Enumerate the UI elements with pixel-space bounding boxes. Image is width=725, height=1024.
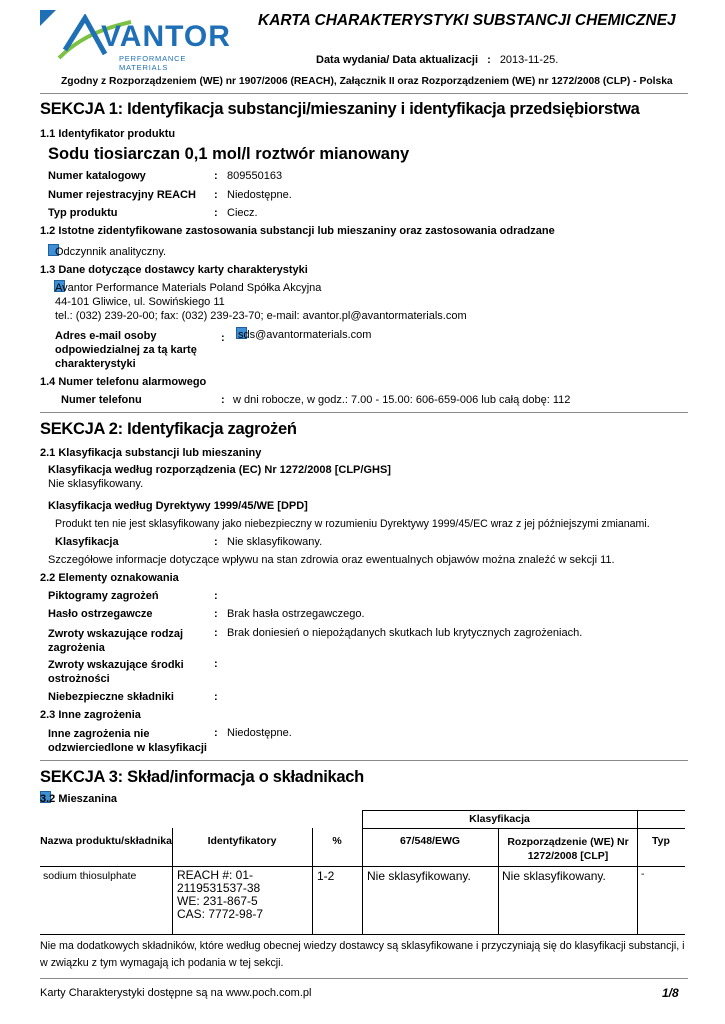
identifier-cas: CAS: 7772-98-7: [177, 907, 264, 921]
supplier-name: Avantor Performance Materials Poland Spółka Akcyjna: [55, 282, 322, 294]
precautionary-statements-label: Zwroty wskazujące środki ostrożności: [48, 659, 184, 685]
section-2-1-subheading: 2.1 Klasyfikacja substancji lub mieszaniny: [40, 447, 262, 459]
section-2-heading: SEKCJA 2: Identyfikacja zagrożeń: [40, 420, 297, 438]
section-2-top-rule: [40, 412, 688, 413]
product-type-colon: :: [214, 207, 218, 219]
section-1-3-subheading: 1.3 Dane dotyczące dostawcy karty charakterystyki: [40, 264, 308, 276]
catalog-number-value: 809550163: [227, 170, 283, 182]
logo-brand-text: VANTOR: [101, 20, 231, 53]
supplier-contact: tel.: (032) 239-20-00; fax: (032) 239-23-70; e-mail: avantor.pl@avantormaterials.com: [55, 310, 467, 322]
reach-number-label: Numer rejestracyjny REACH: [48, 189, 196, 201]
other-hazards-value: Niedostępne.: [227, 727, 292, 739]
page-number: 1/8: [662, 986, 679, 1000]
col-header-identifiers: Identyfikatory: [207, 835, 277, 847]
hazard-statements-colon: :: [214, 627, 218, 639]
col-header-percent: %: [332, 835, 342, 847]
issue-date-colon: :: [487, 54, 491, 66]
dpd-classification-heading: Klasyfikacja według Dyrektywy 1999/45/WE [DPD]: [48, 500, 308, 512]
catalog-number-colon: :: [214, 170, 218, 182]
phone-value: w dni robocze, w godz.: 7.00 - 15.00: 606-659-006 lub całą dobę: 112: [233, 394, 571, 406]
classification-colon: :: [214, 536, 218, 548]
section-1-4-subheading: 1.4 Numer telefonu alarmowego: [40, 376, 207, 388]
classification-value: Nie sklasyfikowany.: [227, 536, 323, 548]
issue-date-value: 2013-11-25.: [499, 54, 559, 66]
avantor-logo: [55, 14, 235, 72]
section-1-2-subheading: 1.2 Istotne zidentyfikowane zastosowania substancji lub mieszaniny oraz zastosowania odradzane: [40, 225, 555, 237]
col-header-name: Nazwa produktu/składnika: [40, 835, 172, 847]
hazard-statements-label: Zwroty wskazujące rodzaj zagrożenia: [48, 628, 184, 654]
product-type-label: Typ produktu: [48, 207, 118, 219]
section-1-heading: SEKCJA 1: Identyfikacja substancji/mieszaniny i identyfikacja przedsiębiorstwa: [40, 100, 640, 118]
issue-date-row: [316, 54, 558, 66]
product-type-value: Ciecz.: [227, 207, 258, 219]
col-header-klasyfikacja: Klasyfikacja: [469, 813, 530, 825]
signal-word-value: Brak hasła ostrzegawczego.: [227, 608, 365, 620]
section-1-top-rule: [40, 93, 688, 94]
clp-classification-value: Nie sklasyfikowany.: [48, 478, 144, 490]
email-value[interactable]: sds@avantormaterials.com: [238, 329, 372, 341]
section-3-note: Nie ma dodatkowych składników, które według obecnej wiedzy dostawcy są sklasyfikowane i przyczyniają się do klasyfikacji substancji, i w związku z tym wymagają ich podania w tej sekcji.: [40, 940, 685, 969]
section-2-3-subheading: 2.3 Inne zagrożenia: [40, 709, 141, 721]
identifier-we: WE: 231-867-5: [177, 894, 258, 908]
cell-ewg: Nie sklasyfikowany.: [367, 869, 471, 883]
composition-grid: [40, 810, 685, 934]
cell-type: -: [641, 868, 645, 880]
signal-word-colon: :: [214, 608, 218, 620]
reach-number-value: Niedostępne.: [227, 189, 292, 201]
phone-colon: :: [221, 394, 225, 406]
issue-date-label: Data wydania/ Data aktualizacji: [316, 54, 479, 66]
product-name: Sodu tiosiarczan 0,1 mol/l roztwór mianowany: [48, 145, 410, 163]
clp-classification-heading: Klasyfikacja według rozporządzenia (EC) Nr 1272/2008 [CLP/GHS]: [48, 464, 391, 476]
reach-number-colon: :: [214, 189, 218, 201]
section-2-2-subheading: 2.2 Elementy oznakowania: [40, 572, 179, 584]
identified-use: Odczynnik analityczny.: [55, 246, 167, 258]
cell-percent: 1-2: [317, 869, 335, 883]
signal-word-label: Hasło ostrzegawcze: [48, 608, 153, 620]
phone-label: Numer telefonu: [61, 394, 142, 406]
other-hazards-label: Inne zagrożenia nie odzwierciedlone w klasyfikacji: [48, 728, 207, 754]
pictograms-colon: :: [214, 590, 218, 602]
corner-triangle-icon: [40, 10, 56, 26]
cell-component-name: sodium thiosulphate: [43, 870, 137, 882]
hazard-statements-value: Brak doniesień o niepożądanych skutkach lub krytycznych zagrożeniach.: [227, 627, 583, 639]
health-detail-text: Szczegółowe informacje dotyczące wpływu na stan zdrowia oraz ewentualnych objawów można znaleźć w sekcji 11.: [48, 554, 615, 566]
identifier-reach: REACH #: 01-2119531537-38: [177, 868, 261, 895]
footer-rule: [40, 978, 688, 979]
dangerous-components-label: Niebezpieczne składniki: [48, 691, 174, 703]
pictograms-label: Piktogramy zagrożeń: [48, 590, 159, 602]
compliance-line: Zgodny z Rozporządzeniem (WE) nr 1907/2006 (REACH), Załącznik II oraz Rozporządzeniem (WE) nr 1272/2008 (CLP) - Polska: [61, 76, 673, 87]
email-colon: :: [221, 332, 225, 344]
col-header-ewg: 67/548/EWG: [399, 835, 461, 847]
other-hazards-colon: :: [214, 727, 218, 739]
section-3-heading: SEKCJA 3: Skład/informacja o składnikach: [40, 768, 364, 786]
classification-label: Klasyfikacja: [55, 536, 119, 548]
section-3-2-subheading: 3.2 Mieszanina: [40, 793, 118, 805]
col-header-type: Typ: [652, 835, 670, 847]
dpd-classification-text: Produkt ten nie jest sklasyfikowany jako niebezpieczny w rozumieniu Dyrektywy 1999/45/EC wraz z jej późniejszymi zmianami.: [55, 518, 650, 530]
table-row: [40, 866, 685, 934]
cell-identifiers: [177, 869, 309, 921]
precautionary-statements-colon: :: [214, 658, 218, 670]
col-header-regulation: Rozporządzenie (WE) Nr 1272/2008 [CLP]: [507, 836, 629, 862]
cell-regulation: Nie sklasyfikowany.: [502, 869, 606, 883]
supplier-address: 44-101 Gliwice, ul. Sowińskiego 11: [55, 296, 225, 308]
catalog-number-label: Numer katalogowy: [48, 170, 146, 182]
email-label: Adres e-mail osoby odpowiedzialnej za tą kartę charakterystyki: [55, 330, 197, 370]
section-1-1-subheading: 1.1 Identyfikator produktu: [40, 128, 176, 140]
document-title: KARTA CHARAKTERYSTYKI SUBSTANCJI CHEMICZNEJ: [258, 12, 676, 29]
logo-tagline: PERFORMANCE MATERIALS: [119, 54, 187, 72]
dangerous-components-colon: :: [214, 691, 218, 703]
footer-text[interactable]: Karty Charakterystyki dostępne są na www.poch.com.pl: [40, 987, 312, 999]
section-3-top-rule: [40, 760, 688, 761]
